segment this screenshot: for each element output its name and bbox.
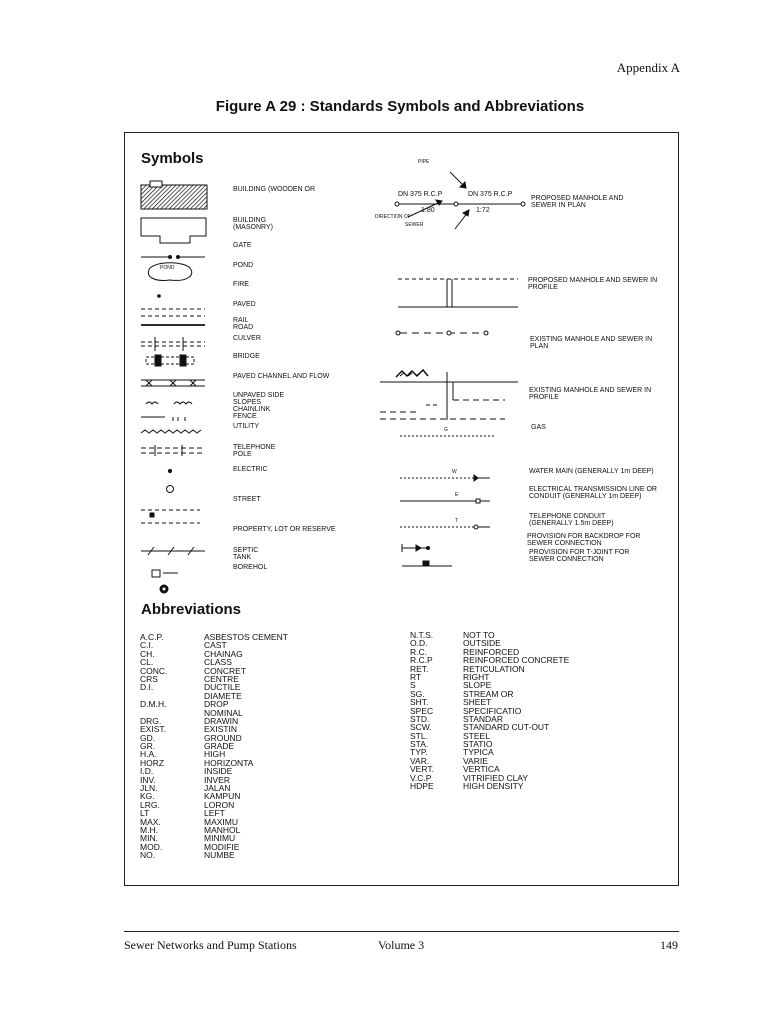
abbreviation-code: SG. xyxy=(410,688,425,699)
symbol-label: PROVISION FOR BACKDROP FOR SEWER CONNECTION xyxy=(527,533,641,547)
pipe-label: PIPE xyxy=(418,159,430,165)
abbreviation-code: STA. xyxy=(410,739,429,750)
abbreviation-code: CONC. xyxy=(140,665,168,676)
sewer-direction-label: SEWER xyxy=(405,222,424,228)
abbreviation-meaning: RETICULATION xyxy=(463,663,525,674)
symbol-label: STREET xyxy=(233,496,261,503)
abbreviation-code: RT xyxy=(410,671,422,682)
abbreviation-meaning: HORIZONTA xyxy=(204,757,254,768)
appendix-label: Appendix A xyxy=(616,60,680,75)
abbreviation-code: D.I. xyxy=(140,682,154,693)
abbreviation-meaning: HIGH xyxy=(204,749,226,760)
symbol-label: PAVED xyxy=(233,301,256,308)
paved-channel-icon xyxy=(141,380,205,386)
abbreviation-meaning: MINIMU xyxy=(204,833,236,844)
abbreviation-meaning: SHEET xyxy=(463,697,492,708)
abbreviation-row xyxy=(410,782,569,790)
utility-icon xyxy=(141,430,201,433)
abbreviation-meaning: RIGHT xyxy=(463,671,490,682)
symbol-label: EXISTING MANHOLE AND SEWER IN PLAN xyxy=(530,336,653,350)
hatched-building-icon xyxy=(141,181,207,209)
abbreviation-meaning: KAMPUN xyxy=(204,791,241,802)
figure-title: Figure A 29 : Standards Symbols and Abbreviations xyxy=(215,98,585,115)
abbreviation-meaning: VITRIFIED CLAY xyxy=(463,772,529,783)
abbreviation-code: V.C.P xyxy=(410,772,432,783)
abbreviation-meaning: LEFT xyxy=(204,808,225,819)
gas-mark: G xyxy=(444,427,448,433)
existing-manhole-plan-icon xyxy=(396,331,488,335)
borehole-icon xyxy=(152,570,178,593)
property-lot-icon xyxy=(141,510,200,523)
abbreviation-meaning: REINFORCED xyxy=(463,646,520,657)
symbol-label: PROVISION FOR T-JOINT FOR SEWER CONNECTION xyxy=(529,549,630,563)
symbol-label: FIRE xyxy=(233,281,249,288)
abbreviation-meaning: GROUND xyxy=(204,732,242,743)
symbol-label: EXISTING MANHOLE AND SEWER IN PROFILE xyxy=(529,387,652,401)
abbreviation-code: KG. xyxy=(140,791,155,802)
telephone-pole-icon xyxy=(141,445,205,456)
abbreviation-meaning: STEEL xyxy=(463,730,490,741)
abbreviation-meaning: CENTRE xyxy=(204,673,239,684)
telephone-mark: T xyxy=(455,518,459,524)
abbreviations-right-list xyxy=(410,631,569,790)
abbreviation-meaning: REINFORCED CONCRETE xyxy=(463,655,570,666)
symbol-label: SEPTIC TANK xyxy=(233,547,259,561)
abbreviation-code: STL. xyxy=(410,730,428,741)
gate-icon xyxy=(141,256,205,259)
abbreviation-meaning: DUCTILE xyxy=(204,682,241,693)
chainlink-fence-icon xyxy=(141,417,185,421)
abbreviation-code: SHT. xyxy=(410,697,429,708)
abbreviation-meaning: NUMBE xyxy=(204,850,235,861)
abbreviation-code: O.D. xyxy=(410,638,428,649)
abbreviation-code: DRG. xyxy=(140,715,162,726)
side-slopes-icon xyxy=(146,402,192,404)
abbreviation-code: JLN. xyxy=(140,783,158,794)
symbol-label: ELECTRICAL TRANSMISSION LINE OR CONDUIT (GENERALLY 1m DEEP) xyxy=(529,486,657,500)
electric-icon xyxy=(168,469,171,472)
abbreviation-code: I.D. xyxy=(140,766,154,777)
symbol-label: GAS xyxy=(531,424,546,431)
abbreviation-meaning: NOMINAL xyxy=(204,707,243,718)
abbreviations-heading: Abbreviations xyxy=(141,601,242,618)
symbol-label: RAIL ROAD xyxy=(233,317,254,331)
t-joint-icon xyxy=(402,561,452,566)
abbreviation-code: RET. xyxy=(410,663,429,674)
abbreviation-meaning: INVER xyxy=(204,774,230,785)
abbreviation-meaning: OUTSIDE xyxy=(463,638,501,649)
abbreviation-meaning: STANDARD CUT-OUT xyxy=(463,722,550,733)
symbol-label: ELECTRIC xyxy=(233,466,268,473)
abbreviation-code: D.M.H. xyxy=(140,699,167,710)
abbreviation-meaning: JALAN xyxy=(204,783,231,794)
abbreviation-code: CRS xyxy=(140,673,158,684)
symbol-label: UNPAVED SIDE SLOPES xyxy=(233,392,285,406)
bridge-icon xyxy=(146,355,194,366)
abbreviation-meaning: MANHOL xyxy=(204,824,241,835)
abbreviation-code: NO. xyxy=(140,850,156,861)
backdrop-icon xyxy=(402,544,430,552)
abbreviation-meaning: DIAMETE xyxy=(204,690,242,701)
abbreviation-row xyxy=(410,665,569,673)
abbreviation-meaning: CAST xyxy=(204,640,227,651)
abbreviation-code: EXIST. xyxy=(140,724,166,735)
direction-label: DIRECTION OF xyxy=(375,214,411,220)
footer-volume: Volume 3 xyxy=(378,938,425,952)
abbreviation-code: N.T.S. xyxy=(410,630,434,640)
abbreviation-code: SCW. xyxy=(410,722,432,733)
existing-manhole-profile-icon xyxy=(380,370,518,420)
abbreviation-code: M.H. xyxy=(140,824,158,835)
symbol-label: BUILDING (MASONRY) xyxy=(233,217,273,231)
abbreviation-code: LT xyxy=(140,808,150,819)
abbreviation-meaning: VERTICA xyxy=(463,764,500,775)
abbreviation-meaning: NOT TO xyxy=(463,630,495,640)
symbol-label: TELEPHONE CONDUIT (GENERALLY 1.5m DEEP) xyxy=(529,513,614,527)
symbol-label: BOREHOL xyxy=(233,564,268,571)
abbreviation-meaning: VARIE xyxy=(463,755,488,766)
pipe-spec-left: DN 375 R.C.P xyxy=(398,191,443,198)
slope-left: 1:80 xyxy=(421,207,435,214)
abbreviation-code: A.C.P. xyxy=(140,632,164,642)
symbol-label: CHAINLINK FENCE xyxy=(233,406,271,420)
abbreviation-code: R.C.P xyxy=(410,655,433,666)
symbol-label: TELEPHONE POLE xyxy=(233,444,276,458)
symbol-label: WATER MAIN (GENERALLY 1m DEEP) xyxy=(529,468,654,475)
abbreviation-code: TYP. xyxy=(410,747,428,758)
paved-icon xyxy=(141,309,205,316)
abbreviation-code: R.C. xyxy=(410,646,427,657)
abbreviation-meaning: SPECIFICATIO xyxy=(463,705,522,716)
footer-page-number: 149 xyxy=(660,938,678,952)
symbol-label: PROPOSED MANHOLE AND SEWER IN PLAN xyxy=(531,195,624,209)
footer-rule xyxy=(124,931,679,932)
symbol-label: PROPOSED MANHOLE AND SEWER IN PROFILE xyxy=(528,277,658,291)
footer-title: Sewer Networks and Pump Stations xyxy=(124,938,297,952)
abbreviation-meaning: INSIDE xyxy=(204,766,233,777)
abbreviation-meaning: ASBESTOS CEMENT xyxy=(204,632,288,642)
abbreviation-code: C.I. xyxy=(140,640,154,651)
abbreviation-meaning: MODIFIE xyxy=(204,841,240,852)
symbol-label: UTILITY xyxy=(233,423,260,430)
abbreviations-left-list xyxy=(140,633,288,860)
abbreviation-meaning: DRAWIN xyxy=(204,715,239,726)
proposed-manhole-profile-icon xyxy=(398,279,518,307)
abbreviation-code: VERT. xyxy=(410,764,434,775)
electrical-line-icon xyxy=(400,499,490,503)
abbreviation-meaning: STATIO xyxy=(463,739,493,750)
abbreviation-code: GD. xyxy=(140,732,156,743)
abbreviation-code: H.A. xyxy=(140,749,157,760)
fire-icon xyxy=(158,295,161,298)
abbreviation-code: MIN. xyxy=(140,833,158,844)
abbreviation-meaning: SLOPE xyxy=(463,680,492,691)
abbreviation-code: HDPE xyxy=(410,781,434,792)
abbreviation-row xyxy=(410,748,569,756)
abbreviation-meaning: HIGH DENSITY xyxy=(463,781,524,792)
water-main-icon xyxy=(400,475,490,481)
abbreviation-meaning: LORON xyxy=(204,799,235,810)
symbol-label: BRIDGE xyxy=(233,353,260,360)
abbreviation-code: CH. xyxy=(140,648,155,659)
abbreviation-meaning: TYPICA xyxy=(463,747,494,758)
abbreviation-code: VAR. xyxy=(410,755,430,766)
symbol-label: PROPERTY, LOT OR RESERVE xyxy=(233,526,336,533)
symbol-label: PAVED CHANNEL AND FLOW xyxy=(233,373,330,380)
telephone-conduit-icon xyxy=(400,525,490,529)
septic-tank-icon xyxy=(141,547,205,555)
pond-mark: POND xyxy=(160,265,175,271)
symbol-label: GATE xyxy=(233,242,252,249)
symbol-label: BUILDING (WOODEN OR xyxy=(233,186,316,193)
abbreviation-meaning: CLASS xyxy=(204,657,232,668)
slope-right: 1:72 xyxy=(476,207,490,214)
abbreviation-meaning: CHAINAG xyxy=(204,648,243,659)
abbreviation-code: STD. xyxy=(410,713,430,724)
abbreviation-meaning: STREAM OR xyxy=(463,688,514,699)
abbreviation-row xyxy=(140,851,288,859)
abbreviation-code: HORZ xyxy=(140,757,165,768)
abbreviation-meaning: CONCRET xyxy=(204,665,247,676)
abbreviation-code: MOD. xyxy=(140,841,163,852)
abbreviation-code: GR. xyxy=(140,741,156,752)
pipe-spec-right: DN 375 R.C.P xyxy=(468,191,513,198)
masonry-building-icon xyxy=(141,218,206,243)
abbreviation-code: S xyxy=(410,680,416,691)
street-icon xyxy=(167,486,174,493)
symbol-label: CULVER xyxy=(233,335,261,342)
electric-mark: E xyxy=(455,492,459,498)
abbreviation-meaning: DROP xyxy=(204,699,229,710)
abbreviation-code: CL. xyxy=(140,657,154,668)
abbreviation-code: SPEC xyxy=(410,705,434,716)
symbols-heading: Symbols xyxy=(141,150,204,167)
culvert-icon xyxy=(141,337,205,351)
proposed-manhole-plan-icon xyxy=(395,172,525,229)
abbreviation-code: MAX. xyxy=(140,816,161,827)
abbreviation-meaning: EXISTIN xyxy=(204,724,238,735)
abbreviation-meaning: STANDAR xyxy=(463,713,503,724)
abbreviation-code: LRG. xyxy=(140,799,160,810)
water-mark: W xyxy=(452,469,457,475)
symbol-label: POND xyxy=(233,262,254,269)
abbreviation-meaning: GRADE xyxy=(204,741,235,752)
abbreviation-code: INV. xyxy=(140,774,156,785)
abbreviation-meaning: MAXIMU xyxy=(204,816,238,827)
